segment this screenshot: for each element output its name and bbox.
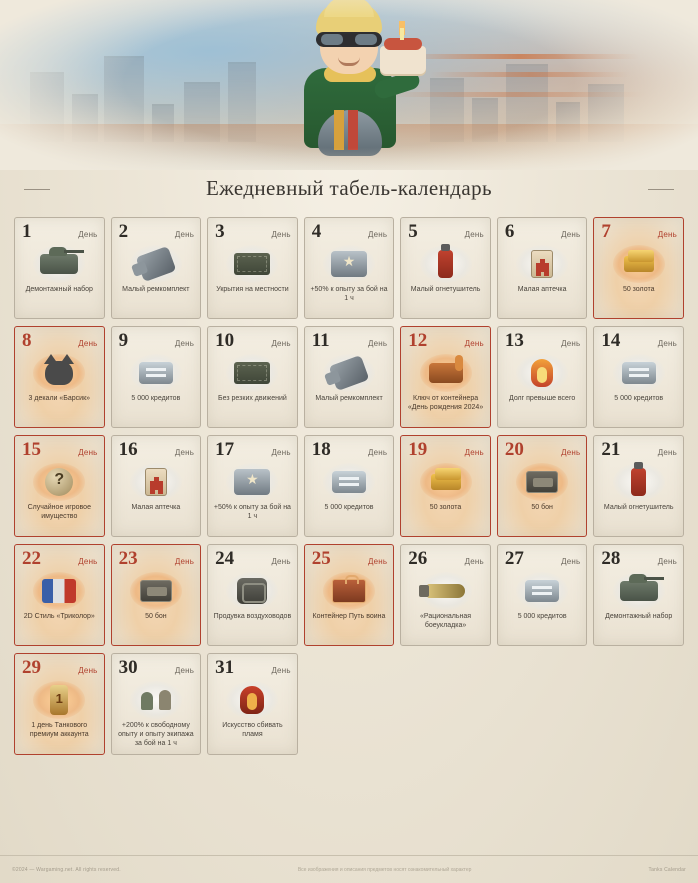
- day-word-label: День: [657, 339, 677, 348]
- reward-caption: Демонтажный набор: [25, 286, 93, 293]
- style-tricolor-icon: [42, 579, 76, 603]
- day-word-label: День: [174, 666, 195, 675]
- calendar-day-17[interactable]: [207, 435, 298, 537]
- day-word-label: День: [657, 448, 677, 457]
- day-number: 3: [215, 221, 225, 242]
- calendar-day-2[interactable]: [111, 217, 202, 319]
- air-filter-icon: [237, 578, 267, 604]
- day-number: 23: [118, 548, 138, 569]
- page-title: Ежедневный табель-календарь: [206, 176, 492, 200]
- reward-caption: Случайное игровое имущество: [27, 504, 91, 520]
- day-number: 1: [22, 221, 32, 242]
- reward-caption: Контейнер Путь воина: [312, 613, 386, 620]
- reward-caption: Демонтажный набор: [605, 613, 673, 620]
- day-word-label: День: [174, 448, 195, 457]
- day-header: [208, 547, 297, 568]
- reward-icon-box: [31, 353, 87, 393]
- reward-caption: +50% к опыту за бой на 1 ч: [213, 504, 291, 520]
- reward-caption: 3 декали «Барсик»: [28, 395, 91, 402]
- reward-caption: 5 000 кредитов: [614, 395, 664, 402]
- gold-icon: [624, 256, 654, 272]
- day-word-label: День: [271, 557, 291, 566]
- calendar-day-24[interactable]: [207, 544, 298, 646]
- premium-account-icon: [50, 685, 68, 715]
- day-word-label: День: [78, 339, 98, 348]
- footer-left-text: ©2024 — Wargaming.net. All rights reserved.: [12, 866, 121, 873]
- crew-xp-icon: [139, 688, 173, 712]
- day-number: 7: [601, 221, 611, 242]
- calendar-day-15[interactable]: [14, 435, 105, 537]
- day-word-label: День: [271, 230, 291, 239]
- calendar-day-22[interactable]: [14, 544, 105, 646]
- day-word-label: День: [174, 557, 195, 566]
- reward-caption: Искусство сбивать пламя: [222, 722, 283, 738]
- reward-icon-box: [31, 571, 87, 611]
- reward-icon-box: [31, 680, 87, 720]
- day-number: 21: [601, 439, 621, 460]
- reward-icon-box: [224, 680, 280, 720]
- reward-caption: «Рациональная боеукладка»: [420, 613, 472, 629]
- day-word-label: День: [464, 230, 484, 239]
- day-header: [208, 656, 297, 677]
- day-word-label: День: [174, 339, 195, 348]
- day-header: [498, 438, 587, 459]
- calendar-day-31[interactable]: [207, 653, 298, 755]
- bond-icon: [140, 580, 172, 602]
- day-header: [401, 438, 490, 459]
- reward-icon-box: [128, 244, 184, 284]
- day-number: 14: [601, 330, 621, 351]
- day-number: 20: [504, 439, 524, 460]
- reward-icon-box: [514, 244, 570, 284]
- credits-icon: [139, 362, 173, 384]
- reward-caption: Малый ремкомплект: [122, 286, 190, 293]
- reward-caption: 50 золота: [622, 286, 655, 293]
- day-header: [112, 438, 201, 459]
- day-header: [15, 329, 104, 350]
- reward-caption: Без резких движений: [218, 395, 287, 402]
- day-word-label: День: [78, 666, 98, 675]
- container-icon: [332, 579, 366, 603]
- reward-icon-box: [224, 244, 280, 284]
- day-header: [401, 547, 490, 568]
- camo-net-icon: [234, 362, 270, 384]
- reward-icon-box: [128, 680, 184, 720]
- day-word-label: День: [271, 339, 291, 348]
- day-word-label: День: [368, 230, 388, 239]
- reward-caption: 50 золота: [429, 504, 462, 511]
- calendar-day-14[interactable]: [593, 326, 684, 428]
- reward-caption: 5 000 кредитов: [131, 395, 181, 402]
- demount-kit-icon: [620, 581, 658, 601]
- day-word-label: День: [78, 448, 98, 457]
- reward-icon-box: [418, 244, 474, 284]
- calendar-day-16[interactable]: [111, 435, 202, 537]
- day-word-label: День: [657, 230, 677, 239]
- day-header: [208, 329, 297, 350]
- hero-vignette: [0, 0, 698, 170]
- day-header: [305, 329, 394, 350]
- day-header: [401, 220, 490, 241]
- day-number: 15: [22, 439, 41, 460]
- calendar-day-12[interactable]: [400, 326, 491, 428]
- day-word-label: День: [368, 557, 388, 566]
- day-number: 25: [311, 548, 331, 569]
- day-number: 17: [215, 439, 235, 460]
- calendar-day-19[interactable]: [400, 435, 491, 537]
- day-word-label: День: [368, 339, 388, 348]
- day-number: 27: [504, 548, 524, 569]
- calendar-day-11[interactable]: [304, 326, 395, 428]
- day-header: [594, 438, 683, 459]
- day-header: [498, 329, 587, 350]
- day-header: [112, 656, 201, 677]
- credits-icon: [622, 362, 656, 384]
- day-word-label: День: [561, 448, 581, 457]
- calendar-day-9[interactable]: [111, 326, 202, 428]
- day-word-label: День: [271, 448, 291, 457]
- reward-caption: 5 000 кредитов: [517, 613, 567, 620]
- hero-banner: [0, 0, 698, 170]
- reward-icon-box: [321, 244, 377, 284]
- day-word-label: День: [561, 339, 581, 348]
- day-number: 12: [408, 330, 428, 351]
- title-divider-left: [24, 189, 50, 190]
- reward-caption: Продувка воздуховодов: [213, 613, 292, 620]
- day-word-label: День: [271, 666, 291, 675]
- day-header: [594, 329, 683, 350]
- day-number: 19: [408, 439, 428, 460]
- reward-icon-box: [514, 353, 570, 393]
- reward-icon-box: [128, 571, 184, 611]
- day-word-label: День: [174, 230, 195, 239]
- day-header: [305, 438, 394, 459]
- day-word-label: День: [561, 557, 581, 566]
- reward-icon-box: [611, 462, 667, 502]
- day-header: [498, 220, 587, 241]
- reward-caption: Малая аптечка: [131, 504, 181, 511]
- xp-boost-icon: [331, 251, 367, 277]
- reward-icon-box: [31, 244, 87, 284]
- camo-net-icon: [234, 253, 270, 275]
- fire-extinguisher-icon: [631, 468, 646, 496]
- day-number: 18: [311, 439, 331, 460]
- fire-art-icon: [240, 686, 264, 714]
- reward-caption: Укрытия на местности: [216, 286, 289, 293]
- calendar-day-1[interactable]: [14, 217, 105, 319]
- day-number: 22: [22, 548, 41, 569]
- reward-icon-box: [224, 462, 280, 502]
- reward-icon-box: [611, 244, 667, 284]
- calendar-day-6[interactable]: [497, 217, 588, 319]
- footer-center-text: Все изображения и описания предметов носят ознакомительный характер: [297, 866, 472, 873]
- day-number: 30: [118, 657, 138, 678]
- reward-icon-box: [321, 353, 377, 393]
- reward-icon-box: [128, 353, 184, 393]
- day-number: 11: [311, 330, 330, 351]
- day-header: [594, 547, 683, 568]
- day-header: [305, 220, 394, 241]
- xp-boost-icon: [234, 469, 270, 495]
- reward-caption: 2D Стиль «Триколор»: [23, 613, 95, 620]
- reward-icon-box: [514, 571, 570, 611]
- demount-kit-icon: [40, 254, 78, 274]
- day-word-label: День: [464, 557, 484, 566]
- calendar-day-18[interactable]: [304, 435, 395, 537]
- day-header: [112, 220, 201, 241]
- day-header: [15, 547, 104, 568]
- calendar-day-13[interactable]: [497, 326, 588, 428]
- first-aid-kit-icon: [531, 250, 553, 278]
- calendar-day-27[interactable]: [497, 544, 588, 646]
- reward-caption: +200% к свободному опыту и опыту экипажа за бой на 1 ч: [118, 722, 194, 747]
- calendar-day-5[interactable]: [400, 217, 491, 319]
- calendar-day-3[interactable]: [207, 217, 298, 319]
- reward-icon-box: [224, 571, 280, 611]
- reward-icon-box: [418, 462, 474, 502]
- day-header: [305, 547, 394, 568]
- container-key-icon: [429, 363, 463, 383]
- calendar-day-7[interactable]: [593, 217, 684, 319]
- reward-caption: +50% к опыту за бой на 1 ч: [310, 286, 388, 302]
- calendar-day-10[interactable]: [207, 326, 298, 428]
- reward-caption: Малый огнетушитель: [410, 286, 481, 293]
- calendar-day-29[interactable]: [14, 653, 105, 755]
- day-word-label: День: [464, 339, 484, 348]
- flame-icon: [531, 359, 553, 387]
- bond-icon: [526, 471, 558, 493]
- reward-caption: 50 бон: [145, 613, 167, 620]
- reward-icon-box: [321, 462, 377, 502]
- day-number: 31: [215, 657, 235, 678]
- calendar-day-25[interactable]: [304, 544, 395, 646]
- day-word-label: День: [78, 230, 98, 239]
- reward-caption: Ключ от контейнера «День рождения 2024»: [407, 395, 484, 411]
- day-header: [594, 220, 683, 241]
- calendar-day-28[interactable]: [593, 544, 684, 646]
- reward-icon-box: [321, 571, 377, 611]
- day-number: 8: [22, 330, 32, 351]
- day-number: 10: [215, 330, 235, 351]
- ammo-rack-icon: [427, 584, 465, 598]
- reward-icon-box: [418, 571, 474, 611]
- reward-caption: 5 000 кредитов: [324, 504, 374, 511]
- day-number: 26: [408, 548, 428, 569]
- day-header: [112, 329, 201, 350]
- day-header: [498, 547, 587, 568]
- calendar-day-26[interactable]: [400, 544, 491, 646]
- day-number: 13: [504, 330, 524, 351]
- footer-right-text: Tanks Calendar: [648, 866, 686, 873]
- day-number: 5: [408, 221, 418, 242]
- reward-icon-box: [611, 571, 667, 611]
- calendar-day-8[interactable]: [14, 326, 105, 428]
- day-word-label: День: [657, 557, 677, 566]
- day-word-label: День: [368, 448, 388, 457]
- fire-extinguisher-icon: [438, 250, 453, 278]
- day-word-label: День: [561, 230, 581, 239]
- reward-icon-box: [514, 462, 570, 502]
- page-title-wrap: [0, 176, 698, 201]
- reward-icon-box: [611, 353, 667, 393]
- title-divider-right: [648, 189, 674, 190]
- footer: [0, 855, 698, 883]
- day-header: [208, 220, 297, 241]
- day-number: 9: [118, 330, 129, 351]
- day-word-label: День: [464, 448, 484, 457]
- reward-icon-box: [128, 462, 184, 502]
- reward-icon-box: [31, 462, 87, 502]
- reward-caption: Малая аптечка: [517, 286, 567, 293]
- reward-caption: Долг превыше всего: [509, 395, 576, 402]
- day-number: 28: [601, 548, 621, 569]
- reward-caption: Малый ремкомплект: [315, 395, 383, 402]
- reward-caption: Малый огнетушитель: [603, 504, 674, 511]
- reward-icon-box: [418, 353, 474, 393]
- credits-icon: [332, 471, 366, 493]
- day-number: 6: [504, 221, 515, 242]
- day-header: [15, 438, 104, 459]
- calendar-grid: [14, 217, 684, 755]
- calendar-day-30[interactable]: [111, 653, 202, 755]
- gold-icon: [431, 474, 461, 490]
- cat-decal-icon: [45, 361, 73, 385]
- day-header: [112, 547, 201, 568]
- day-number: 2: [118, 221, 129, 242]
- calendar-day-20[interactable]: [497, 435, 588, 537]
- day-word-label: День: [78, 557, 98, 566]
- day-header: [208, 438, 297, 459]
- calendar-day-21[interactable]: [593, 435, 684, 537]
- calendar-day-23[interactable]: [111, 544, 202, 646]
- day-number: 4: [311, 221, 322, 242]
- credits-icon: [525, 580, 559, 602]
- calendar-day-4[interactable]: [304, 217, 395, 319]
- day-number: 24: [215, 548, 235, 569]
- day-number: 29: [22, 657, 41, 678]
- day-header: [15, 220, 104, 241]
- day-header: [401, 329, 490, 350]
- day-header: [15, 656, 104, 677]
- day-number: 16: [118, 439, 138, 460]
- first-aid-kit-icon: [145, 468, 167, 496]
- reward-caption: 50 бон: [531, 504, 553, 511]
- reward-icon-box: [224, 353, 280, 393]
- reward-caption: 1 день Танкового премиум аккаунта: [29, 722, 89, 738]
